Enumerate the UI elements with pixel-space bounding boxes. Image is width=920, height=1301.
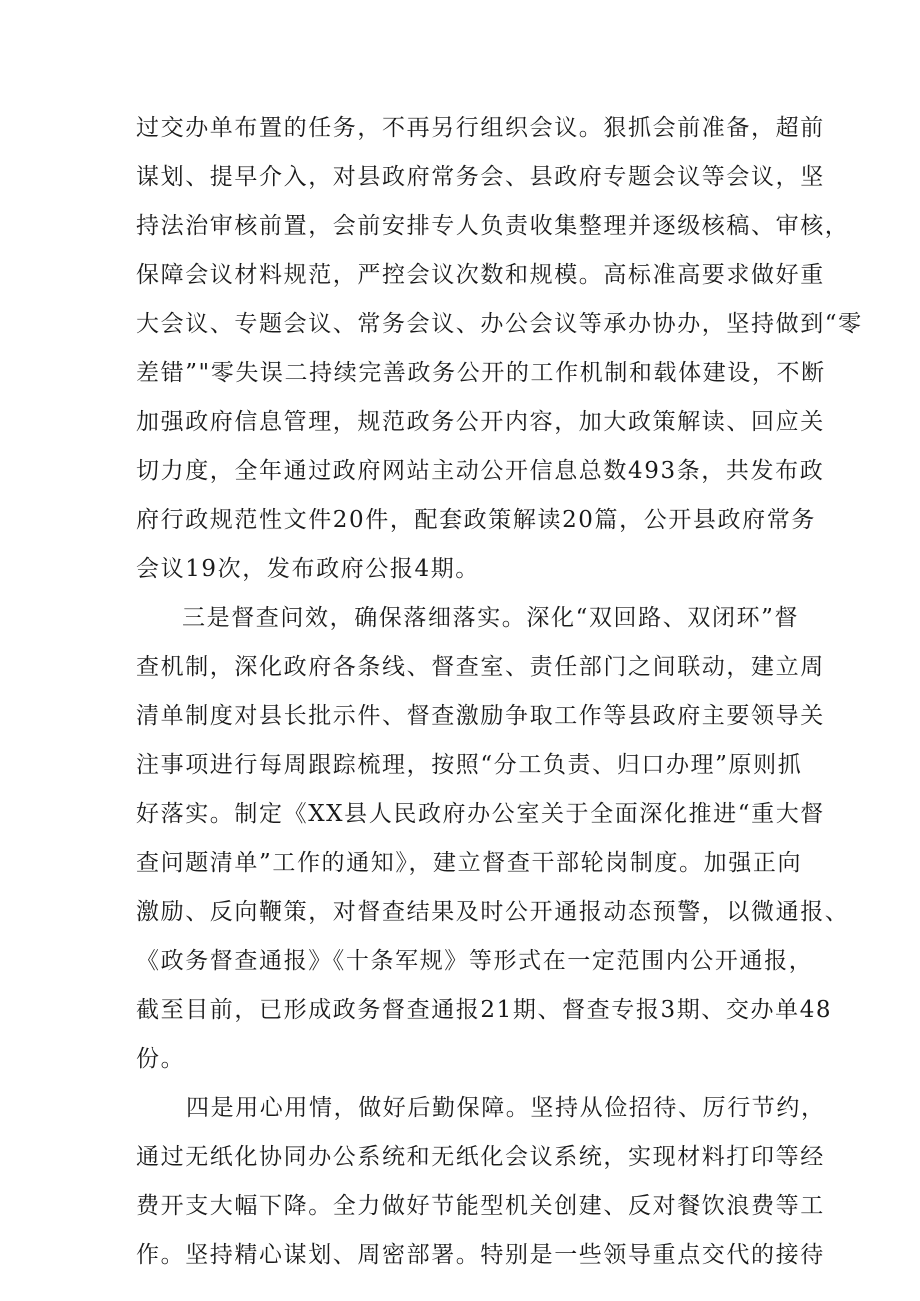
text-line: 截至目前，已形成政务督查通报21期、督查专报3期、交办单48 (136, 997, 833, 1023)
text-line: 好落实。制定《XX县人民政府办公室关于全面深化推进“重大督 (136, 801, 825, 827)
text-line: 查问题清单”工作的通知》，建立督查干部轮岗制度。加强正向 (136, 850, 803, 876)
text-line: 费开支大幅下降。全力做好节能型机关创建、反对餐饮浪费等工 (136, 1193, 825, 1219)
text-line: 持法治审核前置，会前安排专人负责收集整理并逐级核稿、审核， (136, 213, 850, 239)
text-line: 保障会议材料规范，严控会议次数和规模。高标准高要求做好重 (136, 262, 825, 288)
text-line: 《政务督查通报》《十条军规》等形式在一定范围内公开通报， (136, 948, 814, 974)
text-line: 查机制，深化政府各条线、督查室、责任部门之间联动，建立周 (136, 654, 825, 680)
text-line: 谋划、提早介入，对县政府常务会、县政府专题会议等会议，坚 (136, 164, 825, 190)
text-line: 府行政规范性文件20件，配套政策解读20篇，公开县政府常务 (136, 507, 816, 533)
text-line: 加强政府信息管理，规范政务公开内容，加大政策解读、回应关 (136, 409, 825, 435)
text-line: 清单制度对县长批示件、督查激励争取工作等县政府主要领导关 (136, 703, 825, 729)
text-line: 差错”"零失误二持续完善政务公开的工作机制和载体建设，不断 (136, 360, 826, 386)
text-line: 通过无纸化协同办公系统和无纸化会议系统，实现材料打印等经 (136, 1144, 825, 1170)
text-line: 会议19次，发布政府公报4期。 (136, 556, 480, 582)
text-line: 注事项进行每周跟踪梳理，按照“分工负责、归口办理”原则抓 (136, 752, 803, 778)
text-line: 激励、反向鞭策，对督查结果及时公开通报动态预警，以微通报、 (136, 899, 850, 925)
text-line: 过交办单布置的任务，不再另行组织会议。狠抓会前准备，超前 (136, 115, 825, 141)
paragraph-heading-line: 三是督查问效，确保落细落实。深化“双回路、双闭环”督 (182, 605, 800, 631)
text-line: 大会议、专题会议、常务会议、办公会议等承办协办，坚持做到“零 (136, 311, 863, 337)
text-line: 切力度，全年通过政府网站主动公开信息总数493条，共发布政 (136, 458, 825, 484)
text-line: 作。坚持精心谋划、周密部署。特别是一些领导重点交代的接待 (136, 1242, 825, 1268)
text-line: 份。 (136, 1046, 186, 1072)
paragraph-heading-line: 四是用心用情，做好后勤保障。坚持从俭招待、厉行节约， (186, 1095, 826, 1121)
